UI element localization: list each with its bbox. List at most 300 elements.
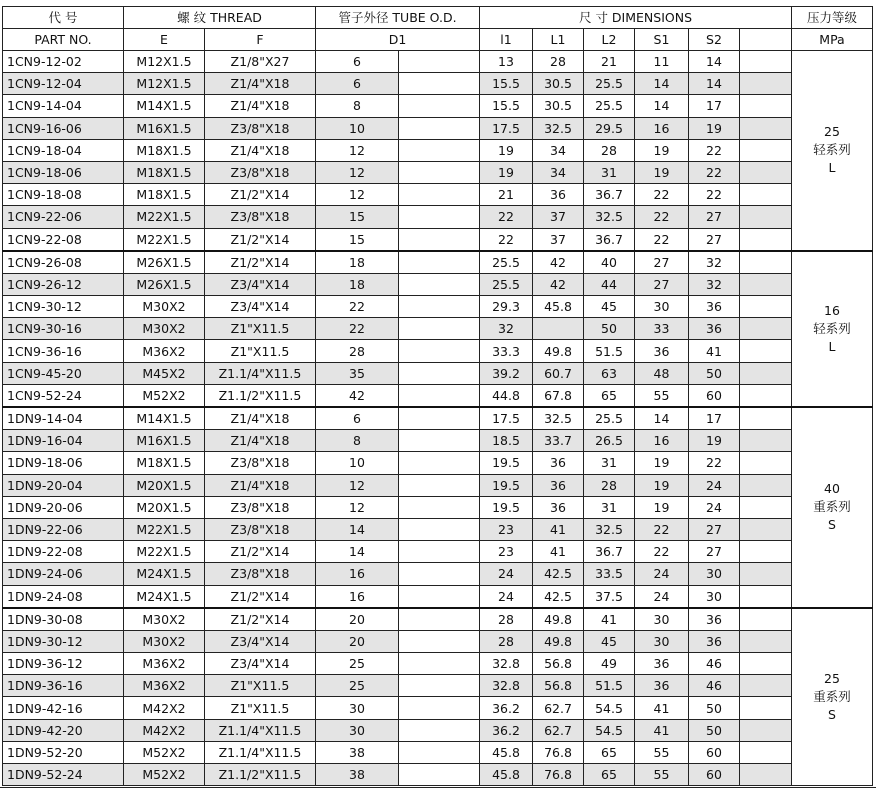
tube-od-cell: 25: [316, 653, 399, 675]
header-code-en: PART NO.: [3, 29, 124, 51]
tube-od-blank-cell: [399, 407, 480, 430]
thread-f-cell: Z3/8"X18: [205, 452, 316, 474]
part-no-cell: 1CN9-12-04: [3, 73, 124, 95]
table-row: [3, 184, 873, 206]
tube-od-cell: 14: [316, 518, 399, 540]
part-no-cell: 1CN9-45-20: [3, 362, 124, 384]
dim-s2-cell: 32: [689, 273, 740, 295]
dim-l2-cell: 33.5: [584, 563, 635, 585]
dim-l1-small-cell: 22: [480, 206, 533, 228]
dim-s1-cell: 41: [635, 719, 689, 741]
dim-blank-cell: [740, 653, 792, 675]
dim-l2-cell: 36.7: [584, 541, 635, 563]
tube-od-blank-cell: [399, 184, 480, 206]
dim-s1-cell: 22: [635, 184, 689, 206]
thread-f-cell: Z1.1/4"X11.5: [205, 741, 316, 763]
thread-f-cell: Z1.1/4"X11.5: [205, 719, 316, 741]
dim-s2-cell: 27: [689, 541, 740, 563]
thread-f-cell: Z1/4"X18: [205, 73, 316, 95]
dim-s2-cell: 60: [689, 741, 740, 763]
part-no-cell: 1CN9-30-12: [3, 296, 124, 318]
tube-od-blank-cell: [399, 741, 480, 763]
thread-f-cell: Z1/2"X14: [205, 541, 316, 563]
header-s2: S2: [689, 29, 740, 51]
thread-f-cell: Z1/4"X18: [205, 407, 316, 430]
dim-s2-cell: 30: [689, 563, 740, 585]
table-body: [3, 51, 873, 786]
thread-e-cell: M18X1.5: [124, 452, 205, 474]
dim-l2-cell: 36.7: [584, 228, 635, 251]
table-row: [3, 161, 873, 183]
header-l2: L2: [584, 29, 635, 51]
thread-e-cell: M12X1.5: [124, 51, 205, 73]
dim-l1-cell: 37: [533, 206, 584, 228]
tube-od-cell: 38: [316, 741, 399, 763]
dim-s1-cell: 36: [635, 653, 689, 675]
thread-e-cell: M36X2: [124, 675, 205, 697]
thread-f-cell: Z1"X11.5: [205, 697, 316, 719]
dim-blank-cell: [740, 117, 792, 139]
tube-od-cell: 35: [316, 362, 399, 384]
dim-l1-small-cell: 19.5: [480, 452, 533, 474]
dim-s1-cell: 22: [635, 518, 689, 540]
header-tube-od: 管子外径 TUBE O.D.: [316, 7, 480, 29]
dim-l1-small-cell: 23: [480, 541, 533, 563]
dim-s1-cell: 19: [635, 496, 689, 518]
part-no-cell: 1CN9-30-16: [3, 318, 124, 340]
part-no-cell: 1DN9-14-04: [3, 407, 124, 430]
tube-od-blank-cell: [399, 496, 480, 518]
dim-l1-small-cell: 45.8: [480, 764, 533, 786]
dim-blank-cell: [740, 719, 792, 741]
table-row: [3, 496, 873, 518]
thread-f-cell: Z1/4"X18: [205, 95, 316, 117]
thread-e-cell: M36X2: [124, 653, 205, 675]
tube-od-cell: 6: [316, 51, 399, 73]
dim-s2-cell: 22: [689, 161, 740, 183]
table-row: [3, 563, 873, 585]
dim-blank-cell: [740, 430, 792, 452]
dim-s2-cell: 46: [689, 653, 740, 675]
dim-s1-cell: 22: [635, 228, 689, 251]
dim-blank-cell: [740, 73, 792, 95]
thread-f-cell: Z3/4"X14: [205, 273, 316, 295]
dim-s2-cell: 36: [689, 318, 740, 340]
dim-l1-small-cell: 25.5: [480, 251, 533, 274]
tube-od-blank-cell: [399, 251, 480, 274]
dim-s1-cell: 55: [635, 764, 689, 786]
tube-od-cell: 6: [316, 73, 399, 95]
dim-s2-cell: 50: [689, 362, 740, 384]
dim-blank-cell: [740, 206, 792, 228]
dim-s2-cell: 24: [689, 496, 740, 518]
dim-blank-cell: [740, 764, 792, 786]
part-no-cell: 1DN9-18-06: [3, 452, 124, 474]
table-row: [3, 741, 873, 763]
dim-l1-small-cell: 17.5: [480, 407, 533, 430]
dim-l2-cell: 37.5: [584, 585, 635, 608]
dim-s1-cell: 24: [635, 563, 689, 585]
dim-l1-small-cell: 19: [480, 139, 533, 161]
dim-s1-cell: 19: [635, 139, 689, 161]
tube-od-cell: 10: [316, 452, 399, 474]
thread-e-cell: M26X1.5: [124, 273, 205, 295]
table-row: [3, 474, 873, 496]
dim-blank-cell: [740, 407, 792, 430]
header-row-1: [3, 7, 873, 29]
header-l1: L1: [533, 29, 584, 51]
dim-s1-cell: 30: [635, 608, 689, 631]
thread-e-cell: M22X1.5: [124, 518, 205, 540]
header-row-2: [3, 29, 873, 51]
dim-l1-cell: 42: [533, 251, 584, 274]
table-row: [3, 95, 873, 117]
part-no-cell: 1DN9-30-08: [3, 608, 124, 631]
thread-e-cell: M45X2: [124, 362, 205, 384]
pressure-pressure: 25: [824, 124, 840, 140]
tube-od-cell: 10: [316, 117, 399, 139]
part-no-cell: 1CN9-18-08: [3, 184, 124, 206]
dim-s1-cell: 36: [635, 340, 689, 362]
dim-s1-cell: 11: [635, 51, 689, 73]
tube-od-blank-cell: [399, 585, 480, 608]
thread-f-cell: Z3/8"X18: [205, 117, 316, 139]
spec-table: [2, 6, 873, 786]
dim-s1-cell: 16: [635, 430, 689, 452]
header-pressure-cn: 压力等级: [792, 7, 873, 29]
dim-s2-cell: 60: [689, 764, 740, 786]
thread-e-cell: M22X1.5: [124, 541, 205, 563]
part-no-cell: 1DN9-22-08: [3, 541, 124, 563]
tube-od-blank-cell: [399, 384, 480, 407]
thread-e-cell: M24X1.5: [124, 585, 205, 608]
table-row: [3, 585, 873, 608]
dim-l2-cell: 31: [584, 452, 635, 474]
thread-e-cell: M30X2: [124, 608, 205, 631]
tube-od-blank-cell: [399, 675, 480, 697]
dim-blank-cell: [740, 474, 792, 496]
table-row: [3, 697, 873, 719]
tube-od-blank-cell: [399, 139, 480, 161]
part-no-cell: 1CN9-22-06: [3, 206, 124, 228]
header-l1-small: l1: [480, 29, 533, 51]
header-code-cn: 代 号: [3, 7, 124, 29]
dim-l1-cell: 36: [533, 452, 584, 474]
dim-blank-cell: [740, 496, 792, 518]
part-no-cell: 1DN9-20-04: [3, 474, 124, 496]
dim-l1-cell: 28: [533, 51, 584, 73]
tube-od-cell: 38: [316, 764, 399, 786]
dim-l2-cell: 45: [584, 296, 635, 318]
dim-s2-cell: 36: [689, 608, 740, 631]
dim-s2-cell: 22: [689, 452, 740, 474]
dim-l1-cell: 60.7: [533, 362, 584, 384]
table-row: [3, 340, 873, 362]
header-e: E: [124, 29, 205, 51]
dim-s2-cell: 46: [689, 675, 740, 697]
tube-od-cell: 12: [316, 139, 399, 161]
thread-e-cell: M30X2: [124, 296, 205, 318]
tube-od-cell: 22: [316, 296, 399, 318]
pressure-type: L: [828, 160, 836, 176]
thread-e-cell: M14X1.5: [124, 95, 205, 117]
dim-blank-cell: [740, 340, 792, 362]
part-no-cell: 1CN9-52-24: [3, 384, 124, 407]
dim-s1-cell: 14: [635, 95, 689, 117]
tube-od-cell: 22: [316, 318, 399, 340]
pressure-series: 重系列: [813, 688, 851, 704]
dim-l1-cell: 41: [533, 541, 584, 563]
thread-f-cell: Z1/2"X14: [205, 184, 316, 206]
dim-blank-cell: [740, 362, 792, 384]
tube-od-blank-cell: [399, 697, 480, 719]
dim-s1-cell: 19: [635, 474, 689, 496]
table-row: [3, 541, 873, 563]
tube-od-blank-cell: [399, 362, 480, 384]
tube-od-blank-cell: [399, 73, 480, 95]
dim-blank-cell: [740, 228, 792, 251]
dim-l1-small-cell: 19: [480, 161, 533, 183]
dim-l2-cell: 28: [584, 139, 635, 161]
dim-l1-small-cell: 28: [480, 608, 533, 631]
dim-s2-cell: 27: [689, 206, 740, 228]
dim-blank-cell: [740, 608, 792, 631]
dim-l1-small-cell: 13: [480, 51, 533, 73]
tube-od-blank-cell: [399, 518, 480, 540]
part-no-cell: 1DN9-52-24: [3, 764, 124, 786]
thread-e-cell: M36X2: [124, 340, 205, 362]
tube-od-cell: 12: [316, 496, 399, 518]
thread-e-cell: M18X1.5: [124, 184, 205, 206]
tube-od-cell: 14: [316, 541, 399, 563]
header-s1: S1: [635, 29, 689, 51]
dim-s2-cell: 14: [689, 51, 740, 73]
table-row: [3, 407, 873, 430]
dim-l1-cell: 33.7: [533, 430, 584, 452]
thread-f-cell: Z1/2"X14: [205, 228, 316, 251]
dim-l2-cell: 40: [584, 251, 635, 274]
dim-l1-small-cell: 18.5: [480, 430, 533, 452]
part-no-cell: 1DN9-22-06: [3, 518, 124, 540]
part-no-cell: 1CN9-22-08: [3, 228, 124, 251]
tube-od-blank-cell: [399, 228, 480, 251]
thread-f-cell: Z3/4"X14: [205, 630, 316, 652]
dim-s2-cell: 60: [689, 384, 740, 407]
dim-l2-cell: 25.5: [584, 407, 635, 430]
dim-s2-cell: 17: [689, 407, 740, 430]
dim-l2-cell: 32.5: [584, 206, 635, 228]
table-row: [3, 384, 873, 407]
table-row: [3, 206, 873, 228]
tube-od-blank-cell: [399, 340, 480, 362]
dim-l2-cell: 49: [584, 653, 635, 675]
dim-l1-small-cell: 15.5: [480, 95, 533, 117]
thread-e-cell: M30X2: [124, 318, 205, 340]
dim-s1-cell: 48: [635, 362, 689, 384]
thread-f-cell: Z1.1/4"X11.5: [205, 362, 316, 384]
dim-blank-cell: [740, 563, 792, 585]
part-no-cell: 1CN9-26-08: [3, 251, 124, 274]
dim-l1-small-cell: 32: [480, 318, 533, 340]
table-row: [3, 719, 873, 741]
dim-s2-cell: 32: [689, 251, 740, 274]
pressure-series: 轻系列: [813, 142, 851, 158]
thread-e-cell: M52X2: [124, 741, 205, 763]
thread-f-cell: Z1/4"X18: [205, 139, 316, 161]
part-no-cell: 1CN9-36-16: [3, 340, 124, 362]
thread-e-cell: M24X1.5: [124, 563, 205, 585]
dim-l1-cell: 49.8: [533, 340, 584, 362]
table-row: [3, 362, 873, 384]
dim-blank-cell: [740, 161, 792, 183]
dim-l1-small-cell: 23: [480, 518, 533, 540]
thread-f-cell: Z3/8"X18: [205, 496, 316, 518]
dim-l2-cell: 25.5: [584, 73, 635, 95]
dim-l1-small-cell: 33.3: [480, 340, 533, 362]
dim-l1-cell: 30.5: [533, 73, 584, 95]
part-no-cell: 1DN9-36-12: [3, 653, 124, 675]
dim-s2-cell: 27: [689, 228, 740, 251]
dim-blank-cell: [740, 51, 792, 73]
table-row: [3, 653, 873, 675]
tube-od-blank-cell: [399, 541, 480, 563]
pressure-type: L: [828, 338, 836, 354]
dim-l2-cell: 54.5: [584, 719, 635, 741]
header-d1: D1: [316, 29, 480, 51]
table-row: [3, 251, 873, 274]
tube-od-cell: 20: [316, 630, 399, 652]
dim-l1-cell: 62.7: [533, 719, 584, 741]
dim-s1-cell: 19: [635, 452, 689, 474]
dim-blank-cell: [740, 741, 792, 763]
dim-l2-cell: 63: [584, 362, 635, 384]
thread-f-cell: Z1"X11.5: [205, 340, 316, 362]
dim-l1-cell: 34: [533, 139, 584, 161]
tube-od-cell: 12: [316, 184, 399, 206]
thread-e-cell: M20X1.5: [124, 496, 205, 518]
dim-s1-cell: 14: [635, 407, 689, 430]
dim-l1-cell: 41: [533, 518, 584, 540]
thread-e-cell: M52X2: [124, 384, 205, 407]
thread-f-cell: Z1/8"X27: [205, 51, 316, 73]
dim-l2-cell: 26.5: [584, 430, 635, 452]
dim-l1-cell: 76.8: [533, 764, 584, 786]
bottom-border: [0, 787, 876, 788]
pressure-pressure: 40: [824, 481, 840, 497]
tube-od-blank-cell: [399, 296, 480, 318]
tube-od-cell: 12: [316, 474, 399, 496]
dim-l2-cell: 50: [584, 318, 635, 340]
dim-blank-cell: [740, 95, 792, 117]
dim-l1-cell: 32.5: [533, 117, 584, 139]
tube-od-blank-cell: [399, 563, 480, 585]
dim-s2-cell: 30: [689, 585, 740, 608]
tube-od-blank-cell: [399, 719, 480, 741]
pressure-rating-cell: [792, 51, 873, 251]
part-no-cell: 1CN9-12-02: [3, 51, 124, 73]
thread-f-cell: Z3/8"X18: [205, 563, 316, 585]
table-row: [3, 296, 873, 318]
tube-od-blank-cell: [399, 117, 480, 139]
part-no-cell: 1CN9-16-06: [3, 117, 124, 139]
dim-blank-cell: [740, 697, 792, 719]
dim-l2-cell: 28: [584, 474, 635, 496]
thread-f-cell: Z3/8"X18: [205, 206, 316, 228]
thread-f-cell: Z3/4"X14: [205, 296, 316, 318]
tube-od-blank-cell: [399, 764, 480, 786]
thread-e-cell: M22X1.5: [124, 206, 205, 228]
dim-l1-small-cell: 19.5: [480, 496, 533, 518]
dim-l1-small-cell: 32.8: [480, 653, 533, 675]
table-row: [3, 608, 873, 631]
thread-f-cell: Z1"X11.5: [205, 318, 316, 340]
dim-l1-small-cell: 32.8: [480, 675, 533, 697]
dim-s1-cell: 14: [635, 73, 689, 95]
dim-l1-cell: 49.8: [533, 630, 584, 652]
dim-l2-cell: 65: [584, 384, 635, 407]
part-no-cell: 1DN9-42-20: [3, 719, 124, 741]
thread-e-cell: M42X2: [124, 719, 205, 741]
tube-od-cell: 16: [316, 585, 399, 608]
thread-e-cell: M14X1.5: [124, 407, 205, 430]
dim-l1-cell: [533, 318, 584, 340]
dim-l2-cell: 21: [584, 51, 635, 73]
part-no-cell: 1CN9-18-04: [3, 139, 124, 161]
tube-od-blank-cell: [399, 51, 480, 73]
dim-l2-cell: 65: [584, 741, 635, 763]
thread-e-cell: M16X1.5: [124, 117, 205, 139]
part-no-cell: 1DN9-16-04: [3, 430, 124, 452]
part-no-cell: 1DN9-30-12: [3, 630, 124, 652]
thread-f-cell: Z3/4"X14: [205, 653, 316, 675]
dim-l1-cell: 76.8: [533, 741, 584, 763]
table-row: [3, 117, 873, 139]
thread-f-cell: Z3/8"X18: [205, 518, 316, 540]
dim-blank-cell: [740, 541, 792, 563]
dim-s1-cell: 55: [635, 384, 689, 407]
tube-od-cell: 16: [316, 563, 399, 585]
thread-f-cell: Z1"X11.5: [205, 675, 316, 697]
dim-s2-cell: 17: [689, 95, 740, 117]
thread-e-cell: M52X2: [124, 764, 205, 786]
table-row: [3, 228, 873, 251]
tube-od-cell: 30: [316, 719, 399, 741]
dim-s2-cell: 19: [689, 117, 740, 139]
tube-od-blank-cell: [399, 452, 480, 474]
dim-l1-cell: 30.5: [533, 95, 584, 117]
thread-e-cell: M20X1.5: [124, 474, 205, 496]
dim-l2-cell: 51.5: [584, 675, 635, 697]
pressure-type: S: [828, 517, 836, 533]
tube-od-cell: 42: [316, 384, 399, 407]
dim-blank-cell: [740, 251, 792, 274]
dim-l1-small-cell: 25.5: [480, 273, 533, 295]
part-no-cell: 1DN9-20-06: [3, 496, 124, 518]
dim-l1-small-cell: 44.8: [480, 384, 533, 407]
thread-f-cell: Z1/4"X18: [205, 474, 316, 496]
dim-l1-cell: 67.8: [533, 384, 584, 407]
tube-od-blank-cell: [399, 273, 480, 295]
tube-od-blank-cell: [399, 474, 480, 496]
dim-s1-cell: 22: [635, 206, 689, 228]
dim-l1-small-cell: 15.5: [480, 73, 533, 95]
dim-l2-cell: 32.5: [584, 518, 635, 540]
part-no-cell: 1DN9-24-08: [3, 585, 124, 608]
dim-s1-cell: 24: [635, 585, 689, 608]
thread-f-cell: Z1/2"X14: [205, 251, 316, 274]
tube-od-blank-cell: [399, 206, 480, 228]
thread-e-cell: M18X1.5: [124, 161, 205, 183]
